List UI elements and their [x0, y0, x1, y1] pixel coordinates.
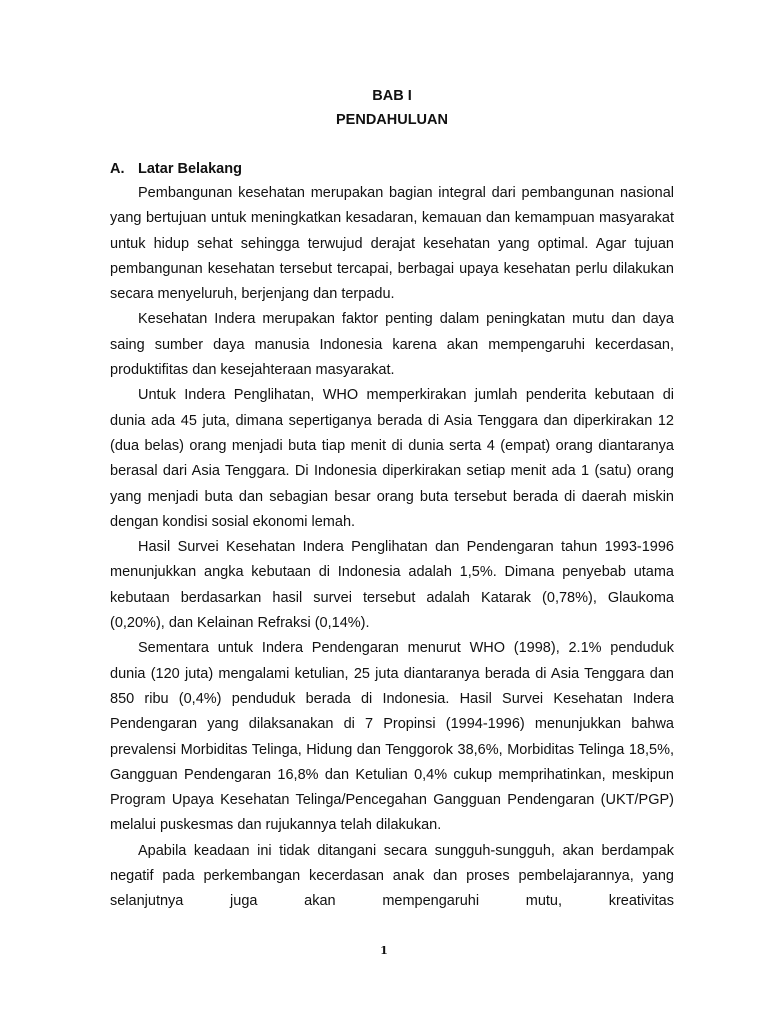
section-marker: A.: [110, 161, 125, 177]
section-heading: [110, 157, 674, 181]
paragraph: Untuk Indera Penglihatan, WHO memperkirakan jumlah penderita kebutaan di dunia ada 45 juta, dimana sepertiganya berada di Asia Tenggara dan diperkirakan 12 (dua belas) orang menjadi buta tiap menit di dunia serta 4 (empat) orang diantaranya berasal dari Asia Tenggara. Di Indonesia diperkirakan setiap menit ada 1 (satu) orang yang menjadi buta dan sebagian besar orang buta tersebut berada di daerah miskin dengan kondisi sosial ekonomi lemah.: [110, 387, 674, 530]
paragraph-continued: Apabila keadaan ini tidak ditangani secara sungguh-sungguh, akan berdampak negatif pada perkembangan kecerdasan anak dan proses pembelajarannya, yang selanjutnya juga akan mempengaruhi mutu, kreativitas: [110, 842, 674, 910]
chapter-number: BAB I: [372, 88, 412, 104]
paragraph: Hasil Survei Kesehatan Indera Penglihatan dan Pendengaran tahun 1993-1996 menunjukkan angka kebutaan di Indonesia adalah 1,5%. Dimana penyebab utama kebutaan berdasarkan hasil survei tersebut adalah Katarak (0,78%), Glaukoma (0,20%), dan Kelainan Refraksi (0,14%).: [110, 539, 674, 632]
chapter-title: PENDAHULUAN: [336, 112, 448, 128]
section-title: Latar Belakang: [138, 161, 242, 177]
paragraph: Pembangunan kesehatan merupakan bagian integral dari pembangunan nasional yang bertujuan untuk meningkatkan kesadaran, kemauan dan kemampuan masyarakat untuk hidup sehat sehingga terwujud derajat kesehatan yang optimal. Agar tujuan pembangunan kesehatan tersebut tercapai, berbagai upaya kesehatan perlu dilakukan secara menyeluruh, berjenjang dan terpadu.: [110, 185, 674, 303]
paragraph: Kesehatan Indera merupakan faktor penting dalam peningkatan mutu dan daya saing sumber daya manusia Indonesia karena akan mempengaruhi kecerdasan, produktifitas dan kesejahteraan masyarakat.: [110, 311, 674, 379]
paragraph: Sementara untuk Indera Pendengaran menurut WHO (1998), 2.1% penduduk dunia (120 juta) mengalami ketulian, 25 juta diantaranya berada di Asia Tenggara dan 850 ribu (0,4%) penduduk berada di Indonesia. Hasil Survei Kesehatan Indera Pendengaran yang dilaksanakan di 7 Propinsi (1994-1996) menunjukkan bahwa prevalensi Morbiditas Telinga, Hidung dan Tenggorok 38,6%, Morbiditas Telinga 18,5%, Gangguan Pendengaran 16,8% dan Ketulian 0,4% cukup memprihatinkan, meskipun Program Upaya Kesehatan Telinga/Pencegahan Gangguan Pendengaran (UKT/PGP) melalui puskesmas dan rujukannya telah dilakukan.: [110, 640, 674, 834]
document-page: [110, 84, 674, 915]
page-number: 1: [380, 944, 388, 957]
